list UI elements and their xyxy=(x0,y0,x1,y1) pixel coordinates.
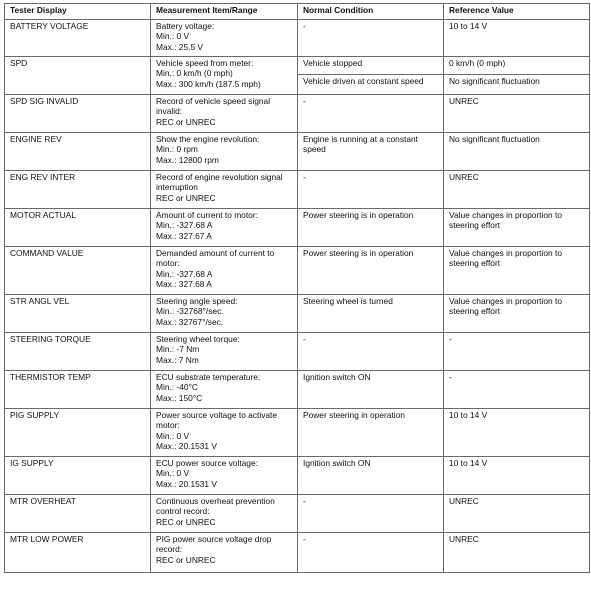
tester-data-table xyxy=(4,3,590,573)
cell-reference: 0 km/h (0 mph) xyxy=(444,57,590,75)
cell-condition: - xyxy=(298,533,444,573)
cell-reference: Value changes in proportion to steering effort xyxy=(444,295,590,333)
cell-tester-display: STEERING TORQUE xyxy=(5,333,151,371)
cell-reference: No significant fluctuation xyxy=(444,75,590,95)
cell-tester-display: MOTOR ACTUAL xyxy=(5,209,151,247)
cell-condition: Power steering is in operation xyxy=(298,209,444,247)
cell-condition: Steering wheel is turned xyxy=(298,295,444,333)
cell-reference: UNREC xyxy=(444,495,590,533)
cell-reference: UNREC xyxy=(444,95,590,133)
cell-tester-display: ENG REV INTER xyxy=(5,171,151,209)
header-tester-display: Tester Display xyxy=(5,4,151,20)
cell-reference: - xyxy=(444,333,590,371)
cell-measurement: Steering wheel torque: Min.: -7 Nm Max.: 7 Nm xyxy=(151,333,298,371)
cell-measurement: ECU substrate temperature: Min.: -40°C Max.: 150°C xyxy=(151,371,298,409)
table-row xyxy=(5,57,590,75)
cell-reference: UNREC xyxy=(444,533,590,573)
table-header xyxy=(5,4,590,20)
cell-reference: 10 to 14 V xyxy=(444,409,590,457)
table-row xyxy=(5,409,590,457)
cell-reference: No significant fluctuation xyxy=(444,133,590,171)
cell-condition: Power steering in operation xyxy=(298,409,444,457)
cell-condition: - xyxy=(298,171,444,209)
cell-measurement: Steering angle speed: Min.: -32768°/sec. Max.: 32767°/sec. xyxy=(151,295,298,333)
table-row xyxy=(5,533,590,573)
cell-measurement: ECU power source voltage: Min.: 0 V Max.: 20.1531 V xyxy=(151,457,298,495)
cell-condition: - xyxy=(298,495,444,533)
cell-condition: Ignition switch ON xyxy=(298,457,444,495)
table-row xyxy=(5,457,590,495)
cell-condition: - xyxy=(298,95,444,133)
cell-tester-display: IG SUPPLY xyxy=(5,457,151,495)
cell-measurement: Continuous overheat prevention control record: REC or UNREC xyxy=(151,495,298,533)
header-measurement-item: Measurement Item/Range xyxy=(151,4,298,20)
cell-condition: Engine is running at a constant speed xyxy=(298,133,444,171)
table-row xyxy=(5,371,590,409)
cell-measurement: PIG power source voltage drop record: REC or UNREC xyxy=(151,533,298,573)
cell-measurement: Power source voltage to activate motor: Min.: 0 V Max.: 20.1531 V xyxy=(151,409,298,457)
cell-tester-display: MTR OVERHEAT xyxy=(5,495,151,533)
cell-tester-display: ENGINE REV xyxy=(5,133,151,171)
table-row xyxy=(5,247,590,295)
cell-tester-display: COMMAND VALUE xyxy=(5,247,151,295)
cell-condition: Ignition switch ON xyxy=(298,371,444,409)
cell-tester-display: SPD xyxy=(5,57,151,95)
cell-condition: Vehicle driven at constant speed xyxy=(298,75,444,95)
cell-reference: Value changes in proportion to steering effort xyxy=(444,247,590,295)
cell-reference: Value changes in proportion to steering effort xyxy=(444,209,590,247)
cell-reference: UNREC xyxy=(444,171,590,209)
cell-reference: 10 to 14 V xyxy=(444,20,590,57)
cell-measurement: Record of vehicle speed signal invalid: REC or UNREC xyxy=(151,95,298,133)
cell-tester-display: SPD SIG INVALID xyxy=(5,95,151,133)
table-row xyxy=(5,295,590,333)
cell-tester-display: MTR LOW POWER xyxy=(5,533,151,573)
cell-condition: - xyxy=(298,20,444,57)
cell-condition: - xyxy=(298,333,444,371)
table-row xyxy=(5,95,590,133)
cell-measurement: Battery voltage: Min.: 0 V Max.: 25.5 V xyxy=(151,20,298,57)
header-row xyxy=(5,4,590,20)
table-row xyxy=(5,495,590,533)
table-row xyxy=(5,209,590,247)
cell-tester-display: STR ANGL VEL xyxy=(5,295,151,333)
table-row xyxy=(5,171,590,209)
cell-condition: Power steering is in operation xyxy=(298,247,444,295)
cell-reference: - xyxy=(444,371,590,409)
cell-measurement: Vehicle speed from meter: Min.: 0 km/h (0 mph) Max.: 300 km/h (187.5 mph) xyxy=(151,57,298,95)
table-row xyxy=(5,20,590,57)
cell-measurement: Amount of current to motor: Min.: -327.68 A Max.: 327.67 A xyxy=(151,209,298,247)
cell-reference: 10 to 14 V xyxy=(444,457,590,495)
header-normal-condition: Normal Condition xyxy=(298,4,444,20)
cell-tester-display: BATTERY VOLTAGE xyxy=(5,20,151,57)
cell-condition: Vehicle stopped xyxy=(298,57,444,75)
cell-tester-display: PIG SUPPLY xyxy=(5,409,151,457)
cell-measurement: Record of engine revolution signal interruption REC or UNREC xyxy=(151,171,298,209)
cell-measurement: Show the engine revolution: Min.: 0 rpm Max.: 12800 rpm xyxy=(151,133,298,171)
cell-measurement: Demanded amount of current to motor: Min.: -327.68 A Max.: 327.68 A xyxy=(151,247,298,295)
table-row xyxy=(5,333,590,371)
header-reference-value: Reference Value xyxy=(444,4,590,20)
table-body xyxy=(5,20,590,573)
table-row xyxy=(5,133,590,171)
cell-tester-display: THERMISTOR TEMP xyxy=(5,371,151,409)
